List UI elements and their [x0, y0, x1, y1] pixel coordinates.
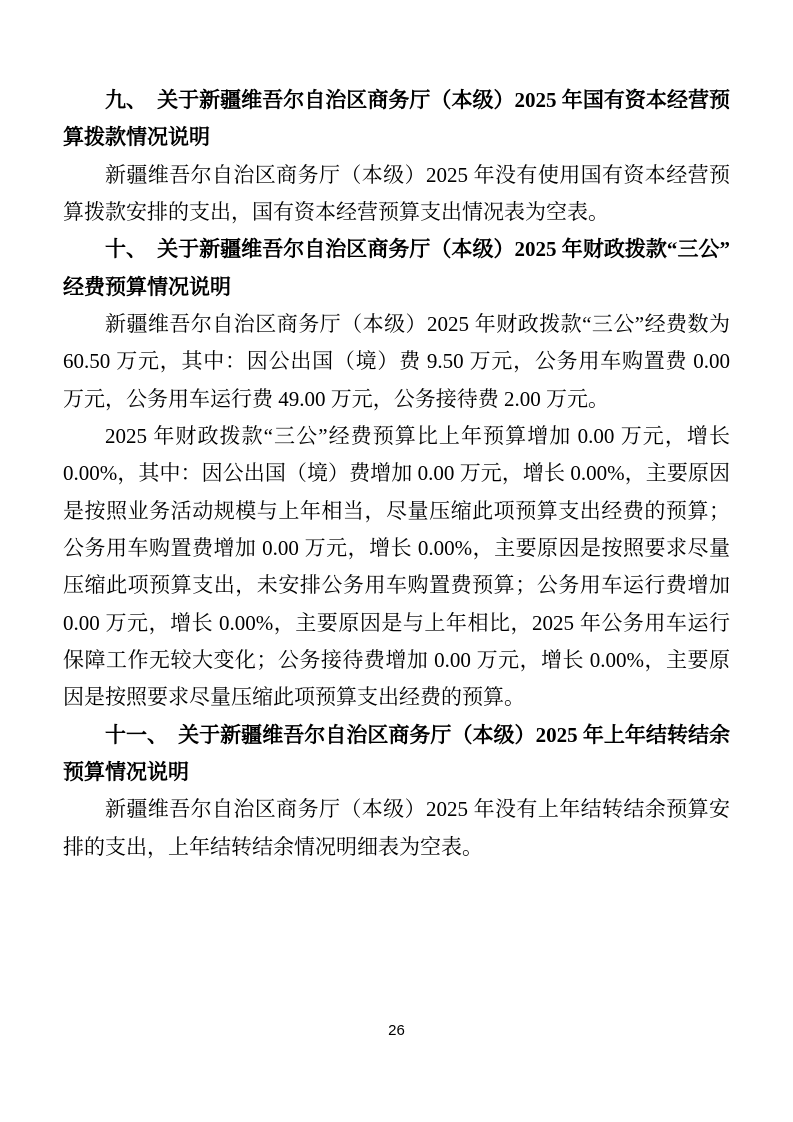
- paragraph: 新疆维吾尔自治区商务厅（本级）2025 年没有上年结转结余预算安排的支出，上年结转结余情况明细表为空表。: [63, 797, 730, 859]
- document-body: [63, 82, 730, 866]
- section-title: 关于新疆维吾尔自治区商务厅（本级）2025 年国有资本经营预算拨款情况说明: [63, 88, 731, 150]
- section-heading-11: [63, 717, 730, 792]
- paragraph: 新疆维吾尔自治区商务厅（本级）2025 年没有使用国有资本经营预算拨款安排的支出，国有资本经营预算支出情况表为空表。: [63, 162, 730, 224]
- section-number: 九、: [105, 88, 148, 112]
- section-number: 十一、: [105, 722, 169, 747]
- section-title: 关于新疆维吾尔自治区商务厅（本级）2025 年财政拨款“三公”经费预算情况说明: [63, 237, 731, 299]
- section-heading-9: [63, 82, 730, 157]
- paragraph: 2025 年财政拨款“三公”经费预算比上年预算增加 0.00 万元，增长 0.00%，其中：因公出国（境）费增加 0.00 万元，增长 0.00%，主要原因是按照业务活动规模与上年相当，尽量压缩此项预算支出经费的预算；公务用车购置费增加 0.00 万元，增长 0.00%，主要原因是按照要求尽量压缩此项预算支出，未安排公务用车购置费预算；公务用车运行费增加 0.00 万元，增长 0.00%，主要原因是与上年相比，2025 年公务用车运行保障工作无较大变化；公务接待费增加 0.00 万元，增长 0.00%，主要原因是按照要求尽量压缩此项预算支出经费的预算。: [63, 423, 730, 710]
- section-heading-10: [63, 231, 730, 306]
- paragraph: 新疆维吾尔自治区商务厅（本级）2025 年财政拨款“三公”经费数为 60.50 万元，其中：因公出国（境）费 9.50 万元，公务用车购置费 0.00 万元，公务用车运行费 49.00 万元，公务接待费 2.00 万元。: [63, 311, 730, 411]
- page-number: 26: [388, 1022, 405, 1039]
- section-number: 十、: [105, 237, 148, 262]
- section-title: 关于新疆维吾尔自治区商务厅（本级）2025 年上年结转结余预算情况说明: [63, 722, 731, 784]
